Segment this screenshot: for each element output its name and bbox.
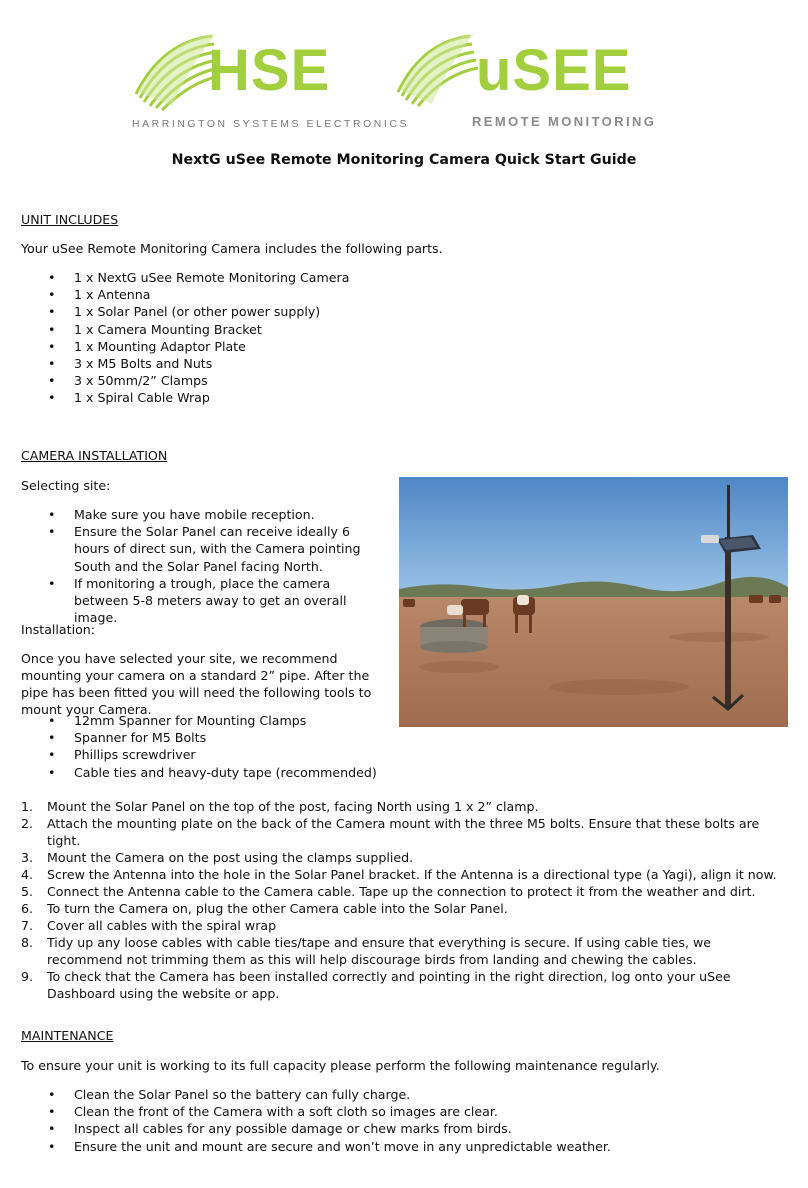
list-item: • Spanner for M5 Bolts bbox=[21, 729, 383, 746]
list-item bbox=[21, 900, 789, 917]
step-text: To check that the Camera has been installed correctly and pointing in the right direction, log onto your uSee Dashboard using the website or app. bbox=[47, 969, 731, 1001]
site-selection-list bbox=[21, 506, 383, 626]
list-item: • 12mm Spanner for Mounting Clamps bbox=[21, 712, 383, 729]
list-item bbox=[21, 866, 789, 883]
step-text: Connect the Antenna cable to the Camera cable. Tape up the connection to protect it from the weather and dirt. bbox=[47, 884, 756, 899]
list-item bbox=[21, 883, 789, 900]
page-title: NextG uSee Remote Monitoring Camera Quick Start Guide bbox=[171, 152, 637, 168]
usee-logo-word: uSEE bbox=[476, 38, 632, 103]
list-item: • 3 x M5 Bolts and Nuts bbox=[21, 355, 721, 372]
list-item bbox=[21, 968, 789, 1002]
maintenance-list bbox=[21, 1086, 781, 1155]
hse-logo bbox=[130, 30, 409, 134]
list-item: • 3 x 50mm/2” Clamps bbox=[21, 372, 721, 389]
usee-leaf-icon bbox=[394, 32, 482, 112]
list-item: • Make sure you have mobile reception. bbox=[21, 506, 383, 523]
selecting-site-label: Selecting site: bbox=[21, 478, 111, 493]
hse-logo-subtitle: HARRINGTON SYSTEMS ELECTRONICS bbox=[132, 119, 409, 130]
usee-logo bbox=[392, 30, 682, 134]
step-number: 1. bbox=[21, 799, 34, 814]
unit-includes-heading: UNIT INCLUDES bbox=[21, 212, 119, 227]
unit-includes-list bbox=[21, 269, 721, 407]
step-text: Mount the Camera on the post using the clamps supplied. bbox=[47, 850, 414, 865]
list-item: • Inspect all cables for any possible damage or chew marks from birds. bbox=[21, 1120, 781, 1137]
list-item bbox=[21, 934, 789, 968]
step-number: 9. bbox=[21, 969, 34, 984]
list-item: • Cable ties and heavy-duty tape (recommended) bbox=[21, 764, 383, 781]
camera-installation-heading: CAMERA INSTALLATION bbox=[21, 448, 168, 463]
list-item: • Ensure the Solar Panel can receive ideally 6 hours of direct sun, with the Camera pointing South and the Solar Panel facing North. bbox=[21, 523, 383, 575]
tools-list bbox=[21, 712, 383, 781]
hse-logo-word: HSE bbox=[208, 38, 331, 103]
list-item: • 1 x Antenna bbox=[21, 286, 721, 303]
step-text: Attach the mounting plate on the back of the Camera mount with the three M5 bolts. Ensure that these bolts are tight. bbox=[47, 816, 760, 848]
list-item bbox=[21, 798, 789, 815]
step-number: 5. bbox=[21, 884, 34, 899]
list-item: • Ensure the unit and mount are secure and won’t move in any unpredictable weather. bbox=[21, 1138, 781, 1155]
list-item: • 1 x Camera Mounting Bracket bbox=[21, 321, 721, 338]
step-text: To turn the Camera on, plug the other Camera cable into the Solar Panel. bbox=[47, 901, 508, 916]
step-number: 3. bbox=[21, 850, 34, 865]
list-item: • 1 x NextG uSee Remote Monitoring Camera bbox=[21, 269, 721, 286]
list-item bbox=[21, 815, 789, 849]
installation-intro: Once you have selected your site, we recommend mounting your camera on a standard 2” pipe. After the pipe has been fitted you will need the following tools to mount your Camera. bbox=[21, 651, 372, 717]
list-item bbox=[21, 917, 789, 934]
usee-logo-subtitle: REMOTE MONITORING bbox=[472, 114, 657, 129]
maintenance-heading: MAINTENANCE bbox=[21, 1028, 114, 1043]
step-number: 6. bbox=[21, 901, 34, 916]
list-item: • Clean the Solar Panel so the battery can fully charge. bbox=[21, 1086, 781, 1103]
list-item: • Phillips screwdriver bbox=[21, 746, 383, 763]
step-text: Cover all cables with the spiral wrap bbox=[47, 918, 277, 933]
step-number: 2. bbox=[21, 816, 34, 831]
list-item: • 1 x Mounting Adaptor Plate bbox=[21, 338, 721, 355]
list-item: • Clean the front of the Camera with a soft cloth so images are clear. bbox=[21, 1103, 781, 1120]
step-number: 8. bbox=[21, 935, 34, 950]
list-item: • 1 x Solar Panel (or other power supply) bbox=[21, 303, 721, 320]
list-item: • 1 x Spiral Cable Wrap bbox=[21, 389, 721, 406]
installed-camera-photo bbox=[399, 477, 788, 727]
step-number: 7. bbox=[21, 918, 34, 933]
list-item bbox=[21, 849, 789, 866]
step-number: 4. bbox=[21, 867, 34, 882]
maintenance-intro: To ensure your unit is working to its full capacity please perform the following maintenance regularly. bbox=[21, 1058, 660, 1073]
step-text: Tidy up any loose cables with cable ties/tape and ensure that everything is secure. If using cable ties, we recommend not trimming them as this will help discourage birds from landing and chewing the cables. bbox=[47, 935, 712, 967]
step-text: Screw the Antenna into the hole in the Solar Panel bracket. If the Antenna is a directional type (a Yagi), align it now. bbox=[47, 867, 777, 882]
unit-includes-intro: Your uSee Remote Monitoring Camera includes the following parts. bbox=[21, 241, 443, 256]
installation-steps bbox=[21, 798, 789, 1002]
installation-label: Installation: bbox=[21, 622, 95, 637]
step-text: Mount the Solar Panel on the top of the post, facing North using 1 x 2” clamp. bbox=[47, 799, 539, 814]
list-item: • If monitoring a trough, place the camera between 5-8 meters away to get an overall image. bbox=[21, 575, 383, 627]
